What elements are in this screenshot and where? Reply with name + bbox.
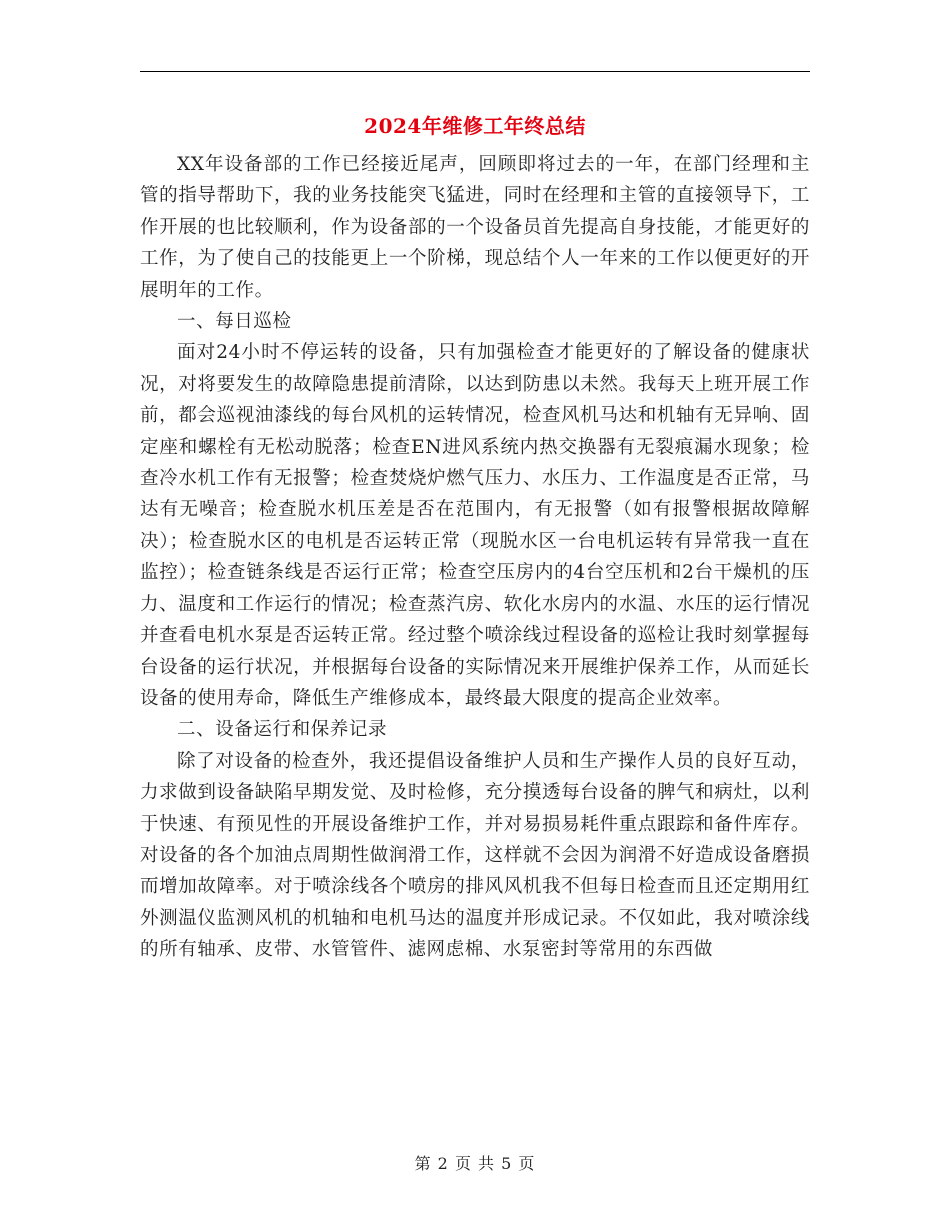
section-heading-daily-inspection: 一、每日巡检 [177, 311, 292, 333]
daily-inspection-paragraph: 面对24小时不停运转的设备，只有加强检查才能更好的了解设备的健康状况，对将要发生的故障隐患提前清除，以达到防患以未然。我每天上班开展工作前，都会巡视油漆线的每台风机的运转情况，检查风机马达和机轴有无异响、固定座和螺栓有无松动脱落；检查EN进风系统内热交换器有无裂痕漏水现象；检查冷水机工作有无报警；检查焚烧炉燃气压力、水压力、工作温度是否正常，马达有无噪音；检查脱水机压差是否在范围内，有无报警（如有报警根据故障解决）；检查脱水区的电机是否运转正常（现脱水区一台电机运转有异常我一直在监控）；检查链条线是否运行正常；检查空压房内的4台空压机和2台干燥机的压力、温度和工作运行的情况；检查蒸汽房、软化水房内的水温、水压的运行情况并查看电机水泵是否运转正常。经过整个喷涂线过程设备的巡检让我时刻掌握每台设备的运行状况，并根据每台设备的实际情况来开展维护保养工作，从而延长设备的使用寿命，降低生产维修成本，最终最大限度的提高企业效率。 [140, 342, 810, 709]
section-heading-maintenance-records: 二、设备运行和保养记录 [177, 719, 388, 741]
document-title: 2024年维修工年终总结 [364, 114, 586, 138]
document-body [140, 149, 810, 966]
page-number-footer: 第 2 页 共 5 页 [414, 1154, 536, 1173]
header-rule [140, 71, 810, 72]
maintenance-records-paragraph: 除了对设备的检查外，我还提倡设备维护人员和生产操作人员的良好互动，力求做到设备缺陷早期发觉、及时检修，充分摸透每台设备的脾气和病灶，以利于快速、有预见性的开展设备维护工作，并对易损易耗件重点跟踪和备件库存。对设备的各个加油点周期性做润滑工作，这样就不会因为润滑不好造成设备磨损而增加故障率。对于喷涂线各个喷房的排风风机我不但每日检查而且还定期用红外测温仪监测风机的机轴和电机马达的温度并形成记录。不仅如此，我对喷涂线的所有轴承、皮带、水管管件、滤网虑棉、水泵密封等常用的东西做 [140, 750, 810, 961]
intro-paragraph: XX年设备部的工作已经接近尾声，回顾即将过去的一年，在部门经理和主管的指导帮助下，我的业务技能突飞猛进，同时在经理和主管的直接领导下，工作开展的也比较顺利，作为设备部的一个设备员首先提高自身技能，才能更好的工作，为了使自己的技能更上一个阶梯，现总结个人一年来的工作以便更好的开展明年的工作。 [140, 154, 810, 301]
